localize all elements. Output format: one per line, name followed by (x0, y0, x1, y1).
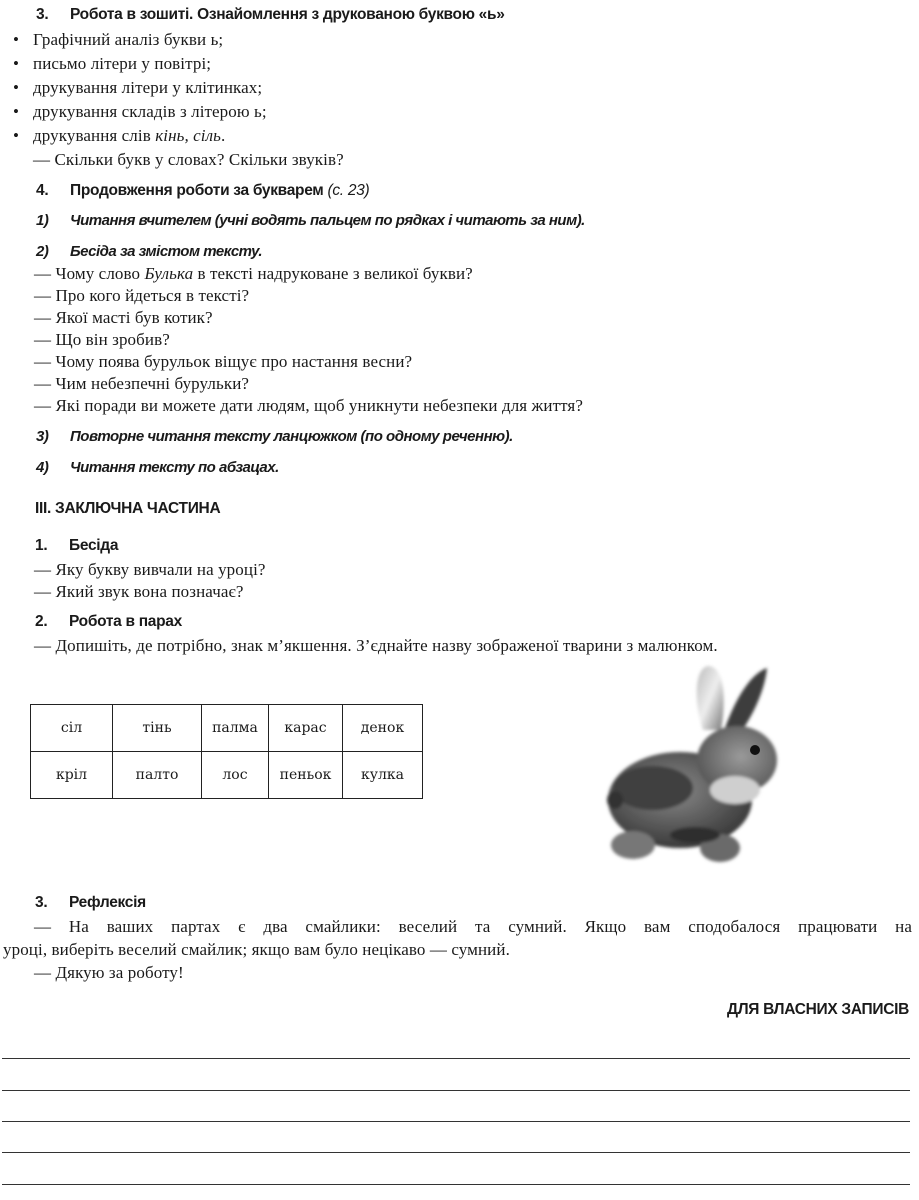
section4-title: Продовження роботи за букварем (70, 182, 324, 199)
example-words: кінь, сіль (155, 126, 221, 145)
step-number: 1) (36, 212, 49, 229)
step-text: Читання вчителем (учні водять пальцем по рядках і читають за ним). (70, 212, 585, 229)
pairs-title: Робота в парах (69, 613, 182, 630)
bullet-icon: • (13, 102, 20, 121)
bullet-item (6, 78, 262, 98)
step-text: Читання тексту по абзацах. (70, 459, 279, 476)
section3-title: Робота в зошиті. Ознайомлення з друкованою буквою «ь» (70, 6, 505, 23)
reflection-heading (35, 894, 146, 912)
table-cell: тінь (113, 705, 202, 752)
table-cell: пеньок (269, 752, 343, 799)
step-item (36, 243, 262, 260)
talk-heading (35, 537, 118, 555)
rabbit-image (585, 660, 785, 870)
question-line: — Якої масті був котик? (34, 308, 213, 327)
table-row (31, 752, 423, 799)
question-line: — Які поради ви можете дати людям, щоб уникнути небезпеки для життя? (34, 396, 583, 415)
question-line: — Чому поява бурульок віщує про настання весни? (34, 352, 413, 371)
step-number: 2) (36, 243, 49, 260)
question-line (34, 264, 473, 284)
reflection-title: Рефлексія (69, 894, 146, 911)
question-text: в тексті надруковане з великої букви? (197, 264, 473, 283)
reflection-paragraph-line: — На ваших партах є два смайлики: веселий та сумний. Якщо вам сподобалося працювати на (34, 917, 912, 936)
section4-heading (36, 182, 369, 200)
bullet-icon: • (13, 30, 20, 49)
step-item (36, 459, 279, 476)
pairs-number: 2. (35, 613, 48, 630)
section3-number: 3. (36, 6, 49, 23)
table-row (31, 705, 423, 752)
talk-title: Бесіда (69, 537, 119, 554)
step-text: Бесіда за змістом тексту. (70, 243, 263, 260)
table-cell: кулка (343, 752, 423, 799)
table-cell: палто (113, 752, 202, 799)
question-line: — Про кого йдеться в тексті? (34, 286, 250, 305)
note-line[interactable] (2, 1152, 910, 1153)
bullet-text: письмо літери у повітрі; (33, 54, 212, 73)
step-number: 4) (36, 459, 49, 476)
question-text: — Чому слово (34, 264, 141, 283)
instruction-line: — Допишіть, де потрібно, знак м’якшення. З’єднайте назву зображеної тварини з малюнком. (34, 636, 718, 655)
table-cell: карас (269, 705, 343, 752)
closing-line: — Дякую за роботу! (34, 963, 184, 982)
question-line: — Що він зробив? (34, 330, 170, 349)
bullet-text: друкування складів з літерою ь; (33, 102, 267, 121)
bullet-item (6, 54, 211, 74)
bullet-item (6, 126, 225, 146)
question-line: — Який звук вона позначає? (34, 582, 244, 601)
pairs-heading (35, 613, 182, 631)
table-cell: денок (343, 705, 423, 752)
section4-number: 4. (36, 182, 49, 199)
question-line: — Яку букву вивчали на уроці? (34, 560, 266, 579)
table-cell: лос (202, 752, 269, 799)
highlighted-word: Булька (144, 264, 194, 283)
reflection-number: 3. (35, 894, 48, 911)
note-line[interactable] (2, 1058, 910, 1059)
bullet-item (6, 30, 223, 50)
words-table (30, 704, 423, 799)
bullet-icon: • (13, 126, 20, 145)
step-number: 3) (36, 428, 49, 445)
notes-title: ДЛЯ ВЛАСНИХ ЗАПИСІВ (726, 1001, 909, 1018)
question-line: — Чим небезпечні бурульки? (34, 374, 250, 393)
bullet-text: друкування літери у клітинках; (33, 78, 263, 97)
talk-number: 1. (35, 537, 48, 554)
step-item (36, 212, 585, 229)
step-text: Повторне читання тексту ланцюжком (по одному реченню). (70, 428, 513, 445)
section3-heading (36, 6, 505, 24)
bullet-text: друкування слів (33, 126, 151, 145)
bullet-icon: • (13, 78, 20, 97)
table-cell: кріл (31, 752, 113, 799)
punctuation: . (220, 126, 226, 145)
table-cell: сіл (31, 705, 113, 752)
note-line[interactable] (2, 1090, 910, 1091)
page-reference: (с. 23) (327, 182, 370, 199)
bullet-item (6, 102, 267, 122)
note-line[interactable] (2, 1121, 910, 1122)
part3-title: III. ЗАКЛЮЧНА ЧАСТИНА (35, 500, 221, 517)
reflection-paragraph-line: уроці, виберіть веселий смайлик; якщо вам було нецікаво — сумний. (3, 940, 510, 959)
bullet-text: Графічний аналіз букви ь; (33, 30, 224, 49)
table-cell: палма (202, 705, 269, 752)
step-item (36, 428, 513, 445)
question-line: — Скільки букв у словах? Скільки звуків? (33, 150, 344, 169)
bullet-icon: • (13, 54, 20, 73)
note-line[interactable] (2, 1184, 910, 1185)
